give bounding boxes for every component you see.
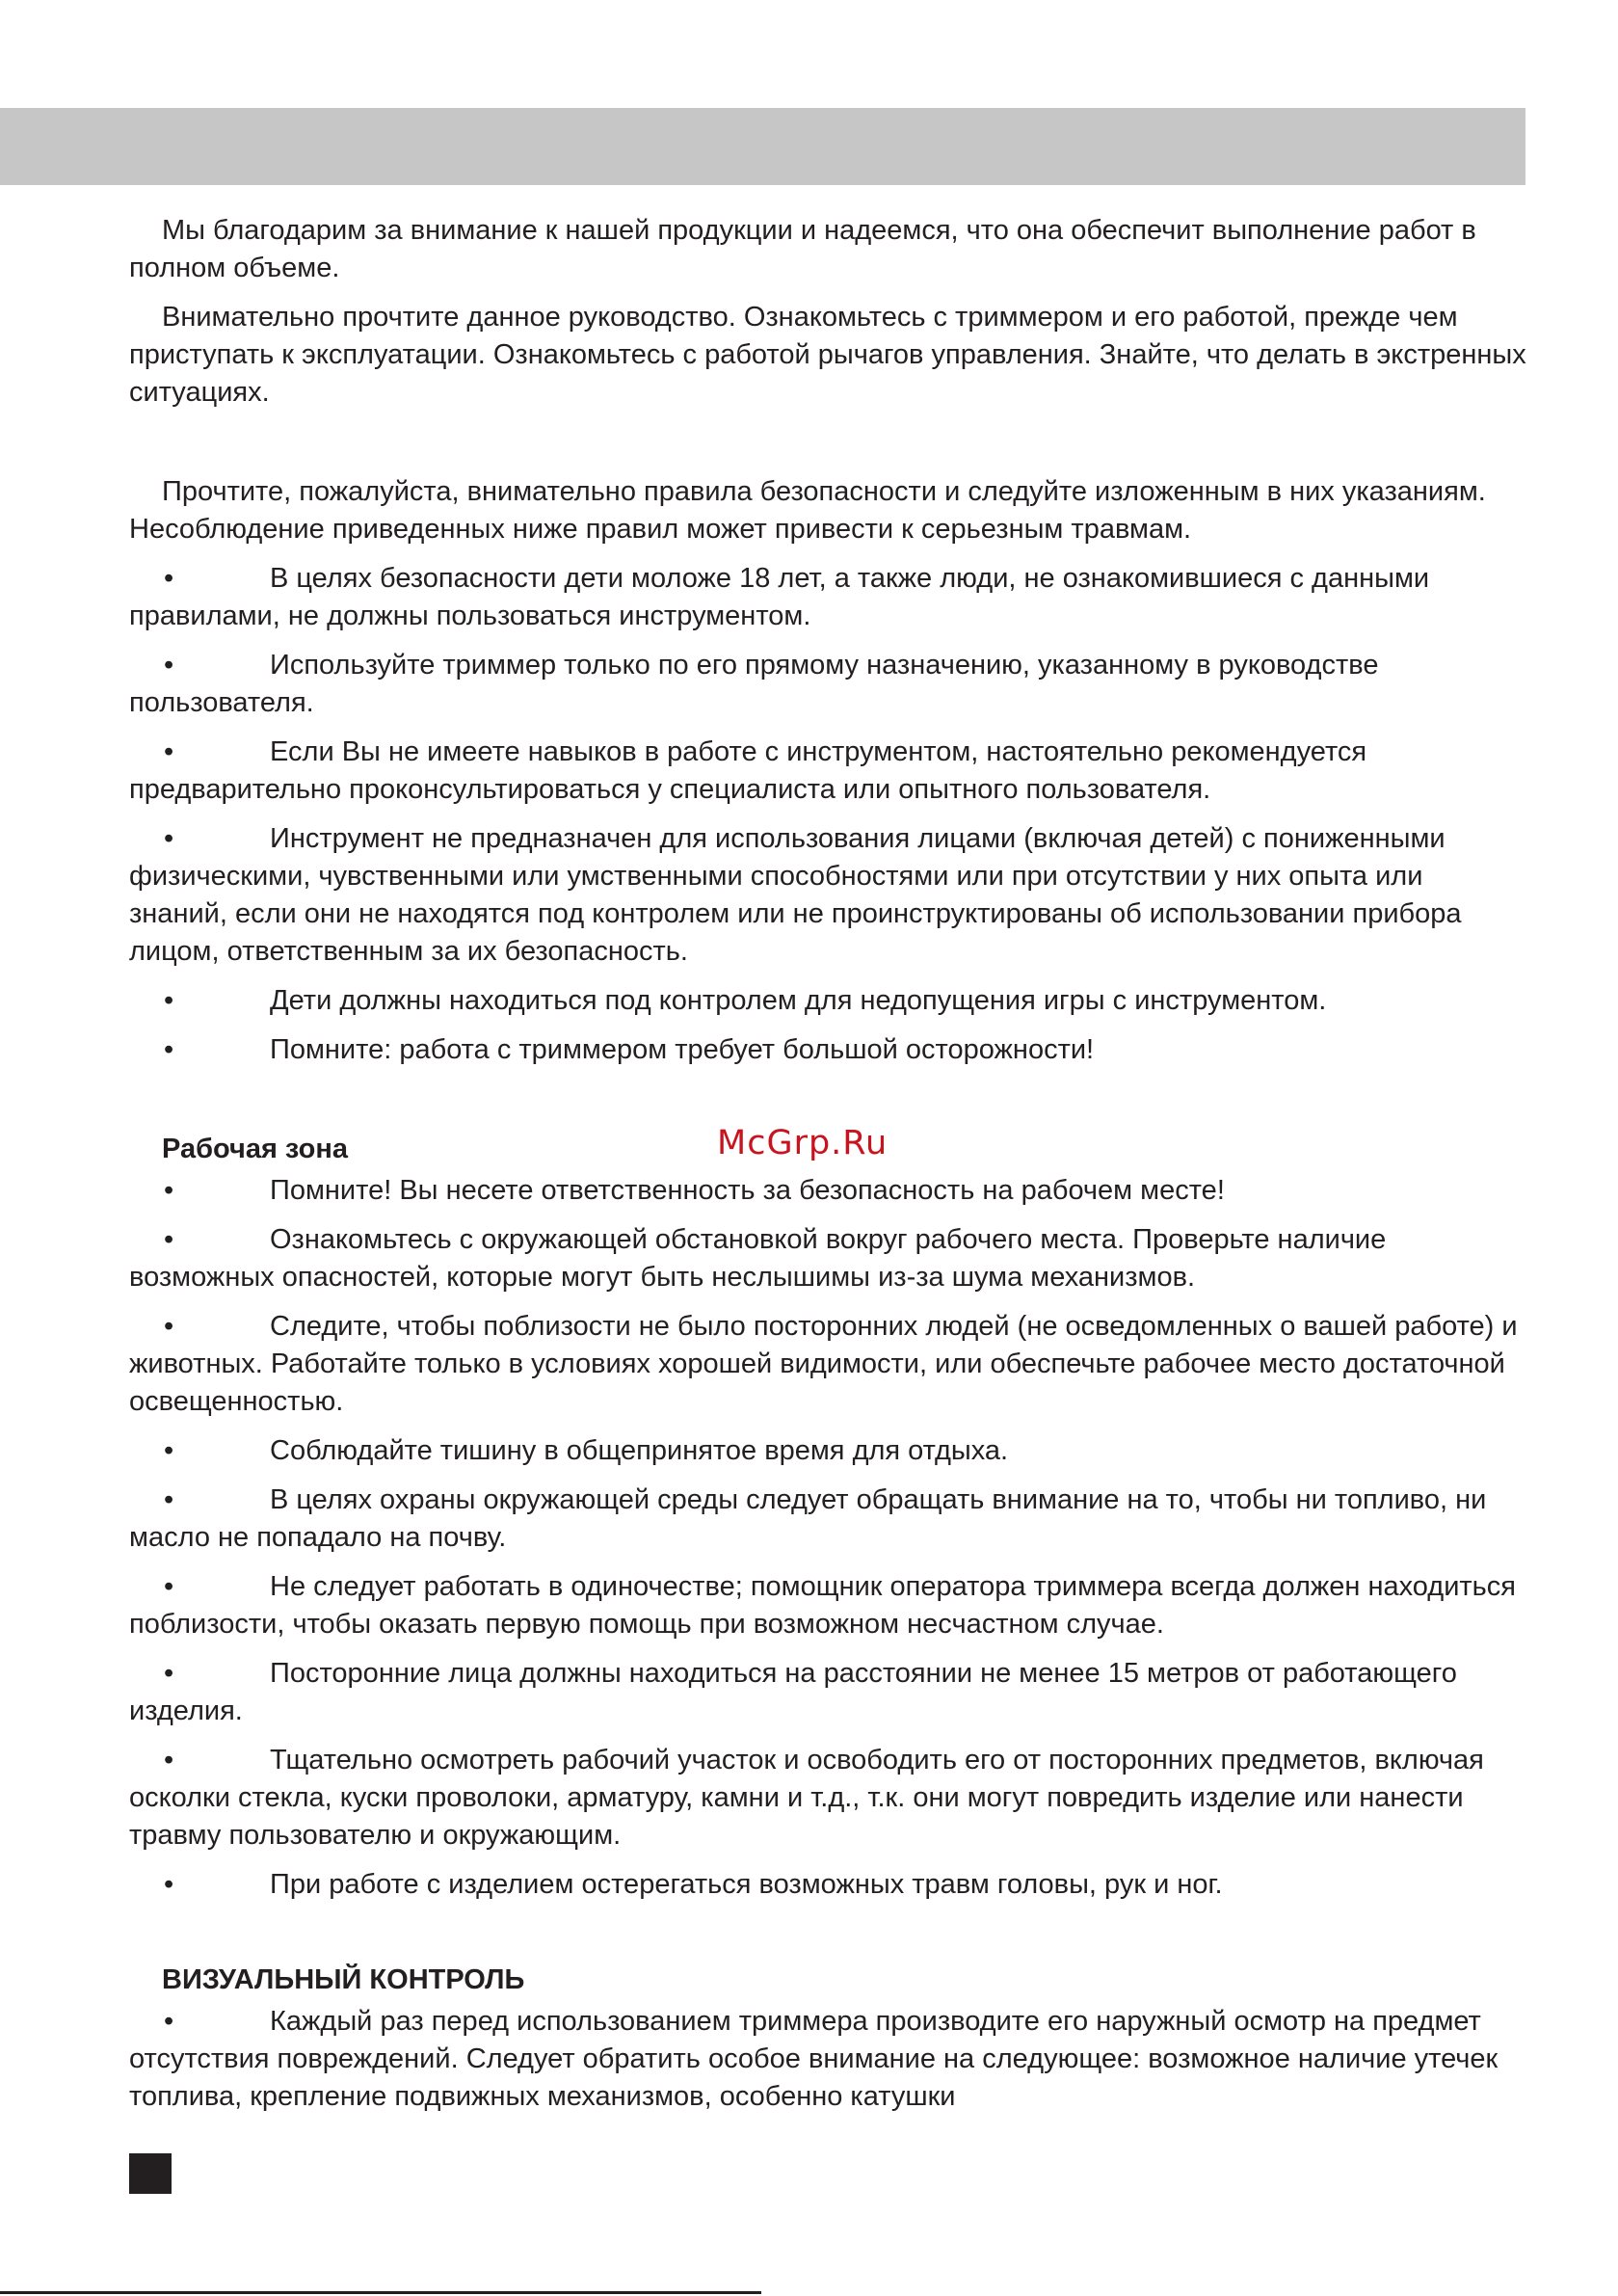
bullet-icon: •: [164, 1311, 174, 1342]
intro-paragraph-1: Мы благодарим за внимание к нашей продукции и надеемся, что она обеспечит выполнение работ в полном объеме.: [129, 215, 1476, 283]
list-item: • При работе с изделием остерегаться возможных травм головы, рук и ног.: [129, 1866, 1526, 1904]
bullet-icon: •: [164, 985, 174, 1016]
list-item: • Каждый раз перед использованием триммера производите его наружный осмотр на предмет отсутствия повреждений. Следует обратить особое внимание на следующее: возможное наличие утечек топлива, крепление подвижных механизмов, особенно катушки: [129, 2003, 1526, 2116]
bullet-icon: •: [164, 1658, 174, 1689]
list-item: • Ознакомьтесь с окружающей обстановкой вокруг рабочего места. Проверьте наличие возможных опасностей, которые могут быть неслышимы из-за шума механизмов.: [129, 1221, 1526, 1296]
bullet-icon: •: [164, 1484, 174, 1515]
list-item: • Помните! Вы несете ответственность за безопасность на рабочем месте!: [129, 1172, 1526, 1210]
work-zone-heading: Рабочая зона: [162, 1134, 348, 1164]
list-item: • Дети должны находиться под контролем для недопущения игры с инструментом.: [129, 982, 1526, 1020]
header-band: [0, 108, 1525, 185]
list-item: • Инструмент не предназначен для использования лицами (включая детей) с пониженными физическими, чувственными или умственными способностями или при отсутствии у них опыта или знаний, если они не находятся под контролем или не проинструктированы об использовании прибора лицом, ответственным за их безопасность.: [129, 820, 1526, 971]
safety-bullet-list: [129, 560, 1526, 1069]
intro-paragraph-2: Внимательно прочтите данное руководство. Ознакомьтесь с триммером и его работой, прежде чем приступать к эксплуатации. Ознакомьтесь с работой рычагов управления. Знайте, что делать в экстренных ситуациях.: [129, 302, 1526, 408]
work-zone-bullet-list: [129, 1172, 1526, 1904]
bullet-icon: •: [164, 1435, 174, 1466]
page-corner-mark: [129, 2153, 172, 2194]
bullet-icon: •: [164, 650, 174, 681]
list-item: • Тщательно осмотреть рабочий участок и освободить его от посторонних предметов, включая осколки стекла, куски проволоки, арматуру, камни и т.д., т.к. они могут повредить изделие или нанести травму пользователю и окружающим.: [129, 1742, 1526, 1855]
bottom-rule: [0, 2291, 761, 2294]
visual-control-heading: ВИЗУАЛЬНЫЙ КОНТРОЛЬ: [162, 1964, 525, 1995]
bullet-icon: •: [164, 1745, 174, 1775]
page-content: [129, 212, 1526, 2127]
list-item: • В целях охраны окружающей среды следует обращать внимание на то, чтобы ни топливо, ни масло не попадало на почву.: [129, 1482, 1526, 1557]
bullet-icon: •: [164, 1175, 174, 1206]
list-item: • Используйте триммер только по его прямому назначению, указанному в руководстве пользователя.: [129, 647, 1526, 722]
bullet-icon: •: [164, 2006, 174, 2037]
safety-intro: Прочтите, пожалуйста, внимательно правила безопасности и следуйте изложенным в них указаниям. Несоблюдение приведенных ниже правил может привести к серьезным травмам.: [129, 476, 1486, 545]
bullet-icon: •: [164, 1571, 174, 1602]
bullet-icon: •: [164, 1224, 174, 1255]
visual-control-bullet-list: [129, 2003, 1526, 2116]
bullet-icon: •: [164, 563, 174, 594]
bullet-icon: •: [164, 823, 174, 854]
list-item: • Если Вы не имеете навыков в работе с инструментом, настоятельно рекомендуется предварительно проконсультироваться у специалиста или опытного пользователя.: [129, 734, 1526, 809]
bullet-icon: •: [164, 1034, 174, 1065]
list-item: • Не следует работать в одиночестве; помощник оператора триммера всегда должен находиться поблизости, чтобы оказать первую помощь при возможном несчастном случае.: [129, 1568, 1526, 1643]
list-item: • Посторонние лица должны находиться на расстоянии не менее 15 метров от работающего изделия.: [129, 1655, 1526, 1730]
bullet-icon: •: [164, 1869, 174, 1900]
list-item: • В целях безопасности дети моложе 18 лет, а также люди, не ознакомившиеся с данными правилами, не должны пользоваться инструментом.: [129, 560, 1526, 635]
list-item: • Помните: работа с триммером требует большой осторожности!: [129, 1031, 1526, 1069]
list-item: • Соблюдайте тишину в общепринятое время для отдыха.: [129, 1432, 1526, 1470]
bullet-icon: •: [164, 736, 174, 767]
list-item: • Следите, чтобы поблизости не было посторонних людей (не осведомленных о вашей работе) и животных. Работайте только в условиях хорошей видимости, или обеспечьте рабочее место достаточной освещенностью.: [129, 1308, 1526, 1421]
watermark: McGrp.Ru: [717, 1124, 889, 1162]
